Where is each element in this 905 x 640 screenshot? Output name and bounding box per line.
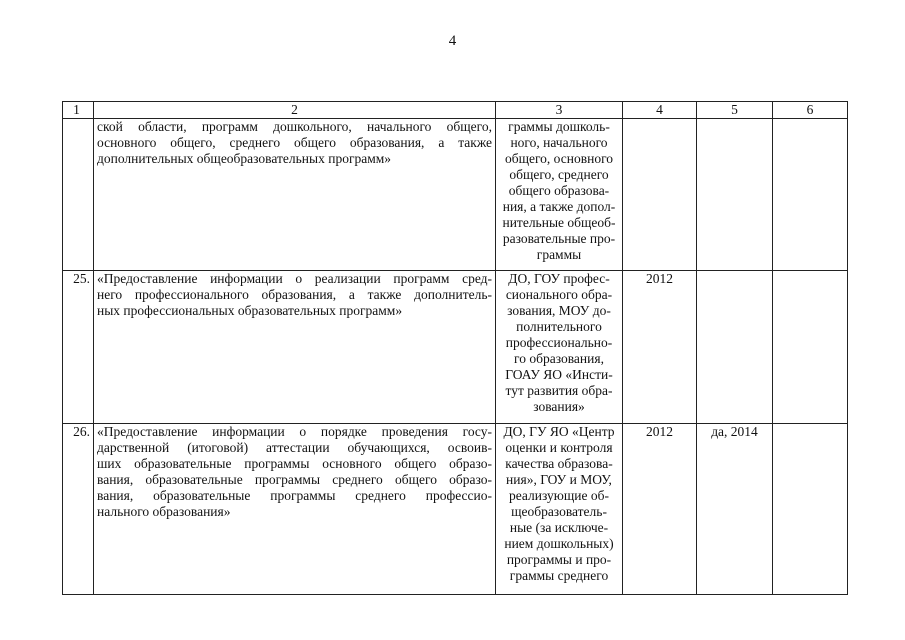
row-number: 26. <box>63 424 94 595</box>
executor-line: ДО, ГУ ЯО «Центр <box>503 424 615 439</box>
description-line: ской области, программ дошкольного, начального общего, <box>97 119 492 134</box>
service-description <box>94 271 496 424</box>
executor-line: го образования, <box>514 351 604 366</box>
description-line: него профессионального образования, а также дополнитель- <box>97 287 492 302</box>
description-line: дополнительных общеобразовательных программ» <box>97 151 392 166</box>
col5-cell: да, 2014 <box>697 424 773 595</box>
col6-cell <box>773 119 848 271</box>
executor-line: зования, МОУ до- <box>507 303 611 318</box>
column-header: 6 <box>773 102 848 119</box>
description-line: ших образовательные программы основного общего образо- <box>97 456 492 471</box>
year-cell <box>623 119 697 271</box>
executor-cell <box>496 119 623 271</box>
executor-line: сионального обра- <box>505 287 613 302</box>
column-header: 2 <box>94 102 496 119</box>
executor-cell <box>496 271 623 424</box>
executor-line: тут развития обра- <box>505 383 613 398</box>
executor-line: общего, основного <box>504 151 614 166</box>
executor-line: программы и про- <box>506 552 612 567</box>
executor-line: граммы среднего <box>509 568 609 583</box>
service-description <box>94 119 496 271</box>
col6-cell <box>773 271 848 424</box>
executor-line: оценки и контроля <box>505 440 613 455</box>
column-header: 4 <box>623 102 697 119</box>
table-row <box>63 424 848 595</box>
description-line: «Предоставление информации о порядке проведения госу- <box>97 424 492 439</box>
col5-cell <box>697 119 773 271</box>
executor-line: ДО, ГОУ профес- <box>508 271 610 286</box>
executor-line: реализующие об- <box>509 488 609 503</box>
executor-line: ного, начального <box>510 135 608 150</box>
table-row <box>63 119 848 271</box>
row-number <box>63 119 94 271</box>
executor-line: ния, а также допол- <box>502 199 616 214</box>
executor-line: зования» <box>533 399 585 414</box>
table-row <box>63 271 848 424</box>
executor-line: граммы дошколь- <box>508 119 610 134</box>
column-header: 5 <box>697 102 773 119</box>
service-description <box>94 424 496 595</box>
executor-line: ния», ГОУ и МОУ, <box>506 472 612 487</box>
description-line: вания, образовательные программы среднего профессио- <box>97 488 492 503</box>
description-line: вания, образовательные программы среднего общего образо- <box>97 472 492 487</box>
executor-line: профессионально- <box>505 335 613 350</box>
executor-line: качества образова- <box>505 456 613 471</box>
col6-cell <box>773 424 848 595</box>
executor-line: ные (за исключе- <box>509 520 609 535</box>
executor-line: нительные общеоб- <box>502 215 616 230</box>
description-line: «Предоставление информации о реализации программ сред- <box>97 271 492 286</box>
executor-line: граммы <box>536 247 582 262</box>
executor-line: щеобразователь- <box>511 504 607 519</box>
description-line: нального образования» <box>97 504 231 519</box>
row-number: 25. <box>63 271 94 424</box>
year-cell: 2012 <box>623 424 697 595</box>
executor-line: общего образова- <box>508 183 610 198</box>
executor-line: полнительного <box>516 319 602 334</box>
description-line: ных профессиональных образовательных программ» <box>97 303 403 318</box>
executor-line: разовательные про- <box>502 231 616 246</box>
page-number: 4 <box>448 33 457 49</box>
executor-line: нием дошкольных) <box>504 536 614 551</box>
col5-cell <box>697 271 773 424</box>
executor-line: ГОАУ ЯО «Инсти- <box>505 367 613 382</box>
year-cell: 2012 <box>623 271 697 424</box>
description-line: основного общего, среднего общего образования, а также <box>97 135 492 150</box>
column-header: 1 <box>63 102 94 119</box>
table-header-row <box>63 102 848 119</box>
executor-line: общего, среднего <box>509 167 609 182</box>
executor-cell <box>496 424 623 595</box>
services-table <box>62 101 848 595</box>
description-line: дарственной (итоговой) аттестации обучающихся, освоив- <box>97 440 492 455</box>
column-header: 3 <box>496 102 623 119</box>
